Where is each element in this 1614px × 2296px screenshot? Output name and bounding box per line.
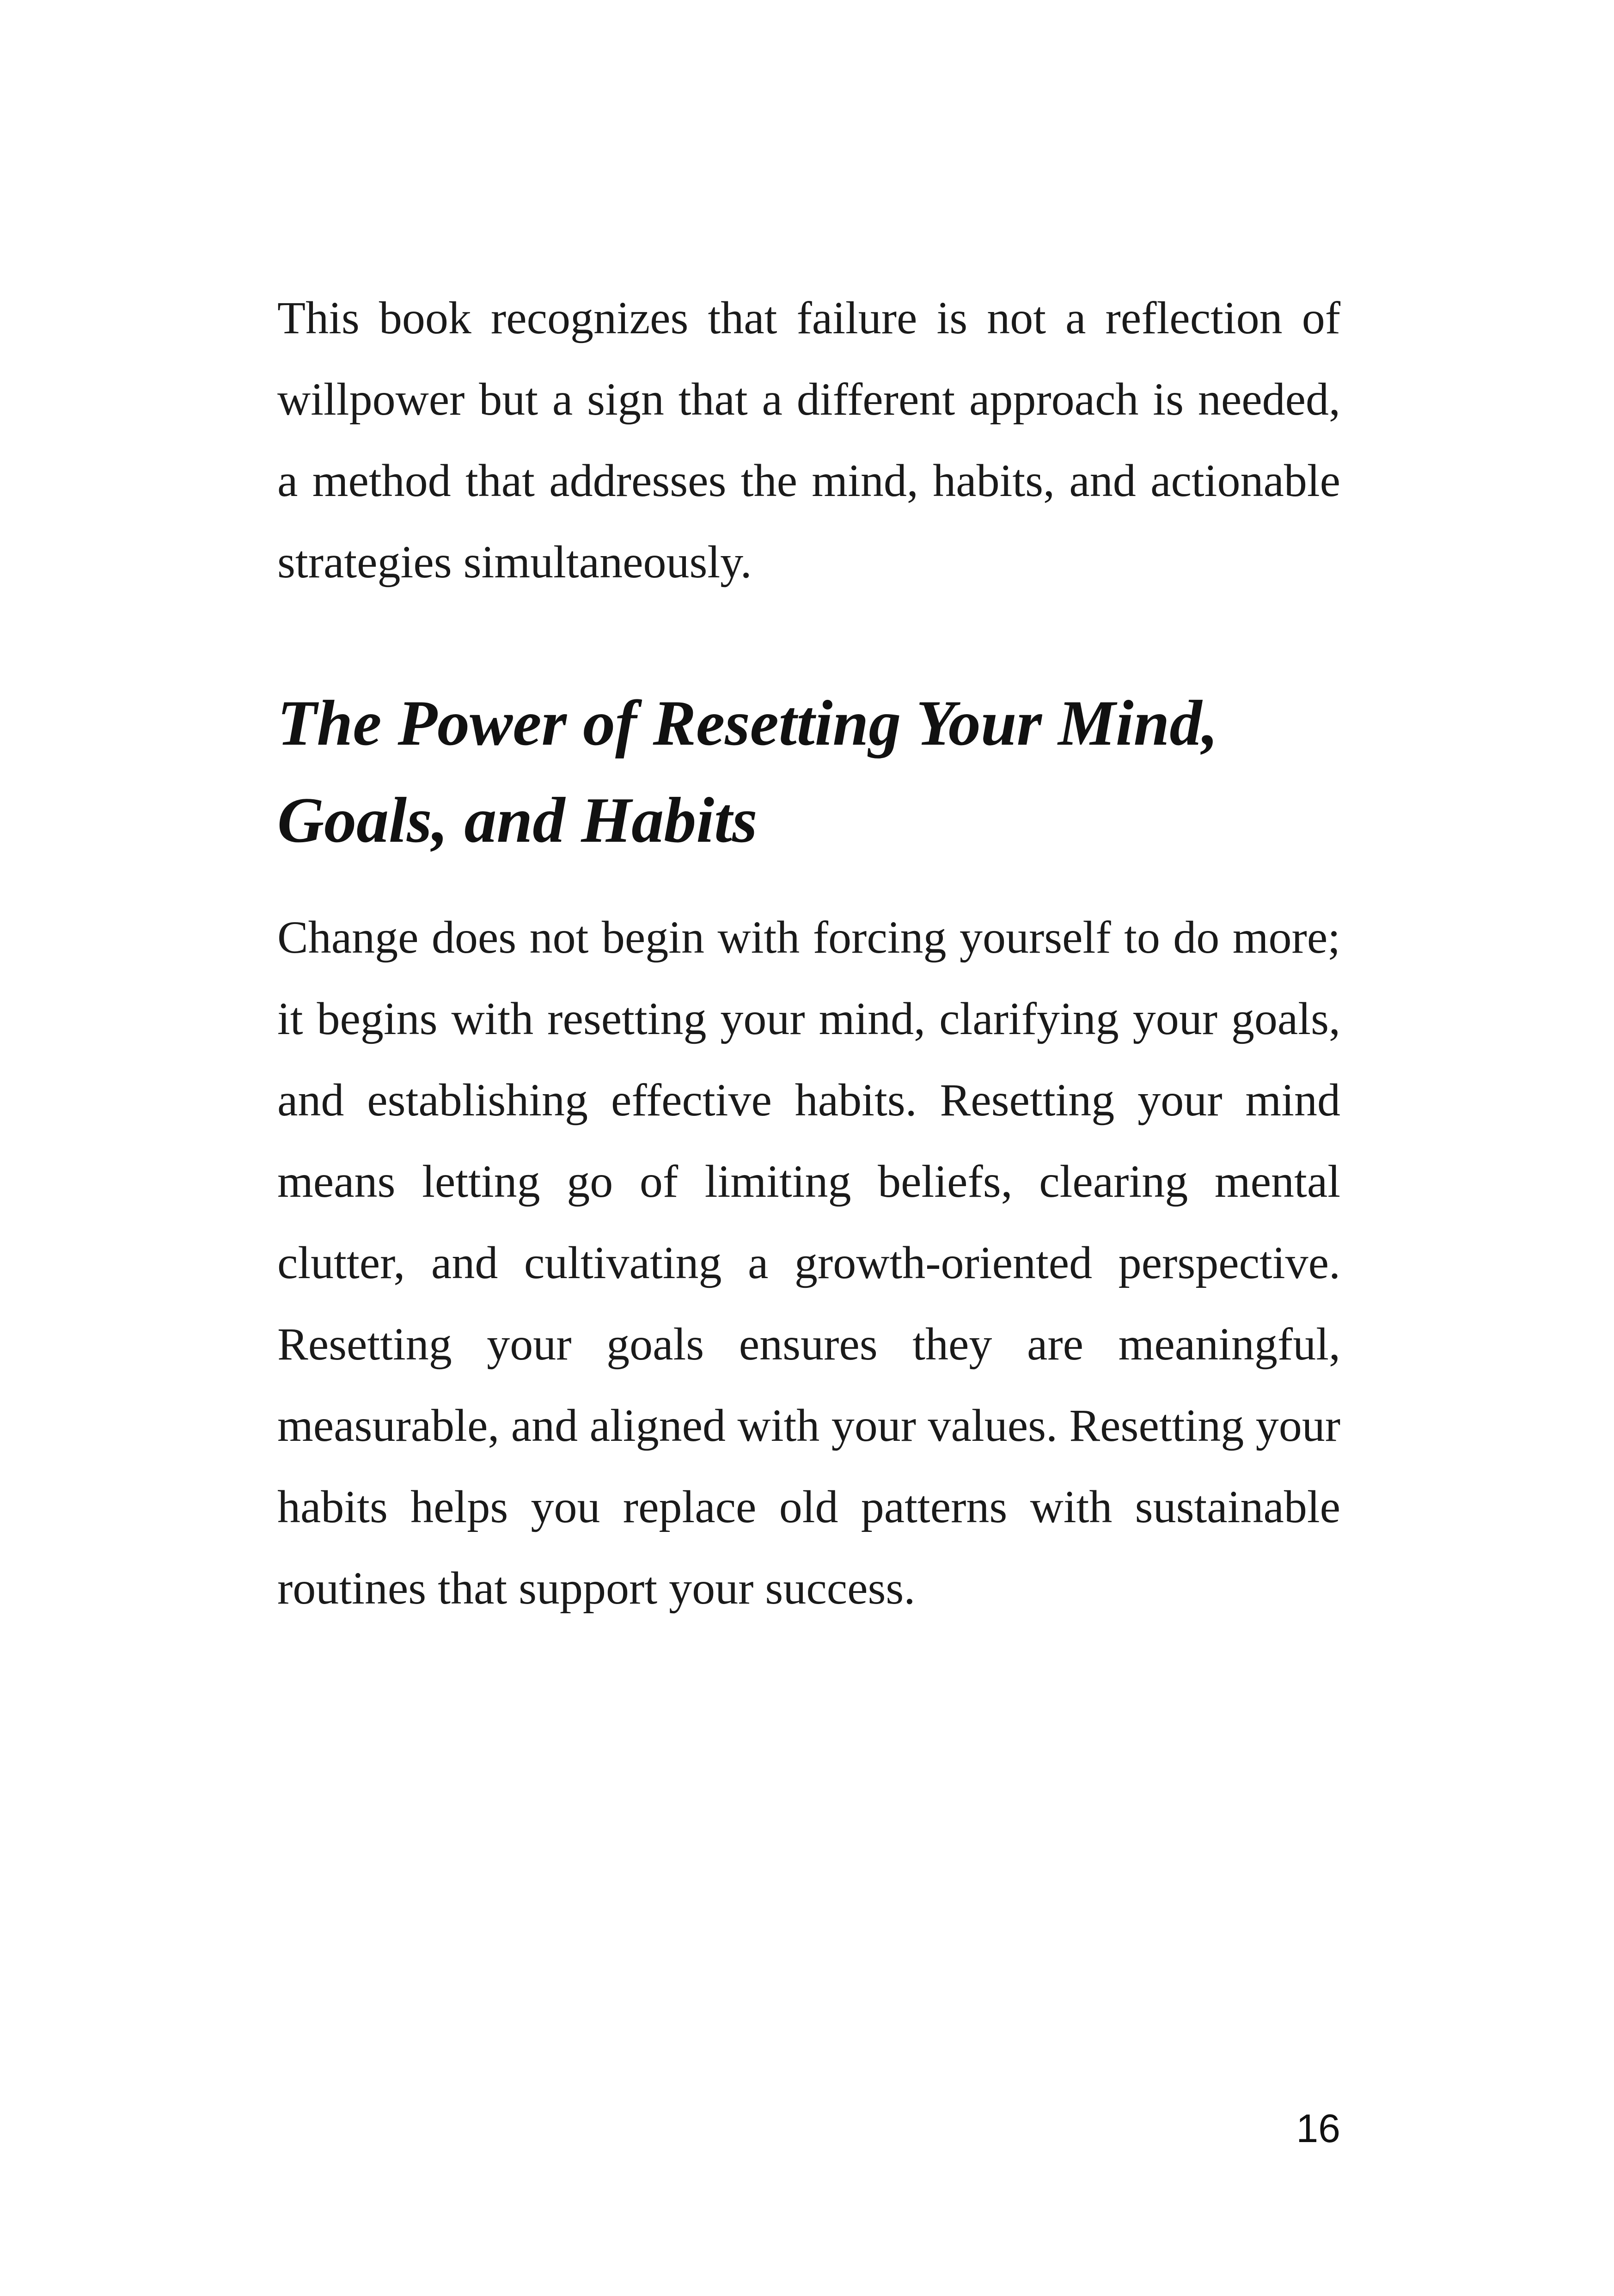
section-heading: The Power of Resetting Your Mind, Goals, and Habits bbox=[277, 687, 1218, 856]
body-paragraph: Change does not begin with forcing yourself to do more; it begins with resetting your mind, clarifying your goals, and establishing effective habits. Resetting your mind means letting go of limiting beliefs, clearing mental clutter, and cultivating a growth-oriented perspective. Resetting your goals ensures they are meaningful, measurable, and aligned with your values. Resetting your habits helps you replace old patterns with sustainable routines that support your success. bbox=[277, 912, 1340, 1614]
page-number: 16 bbox=[1296, 2106, 1340, 2151]
intro-paragraph: This book recognizes that failure is not a reflection of willpower but a sign that a different approach is needed, a method that addresses the mind, habits, and actionable strategies simultaneously. bbox=[277, 292, 1340, 588]
